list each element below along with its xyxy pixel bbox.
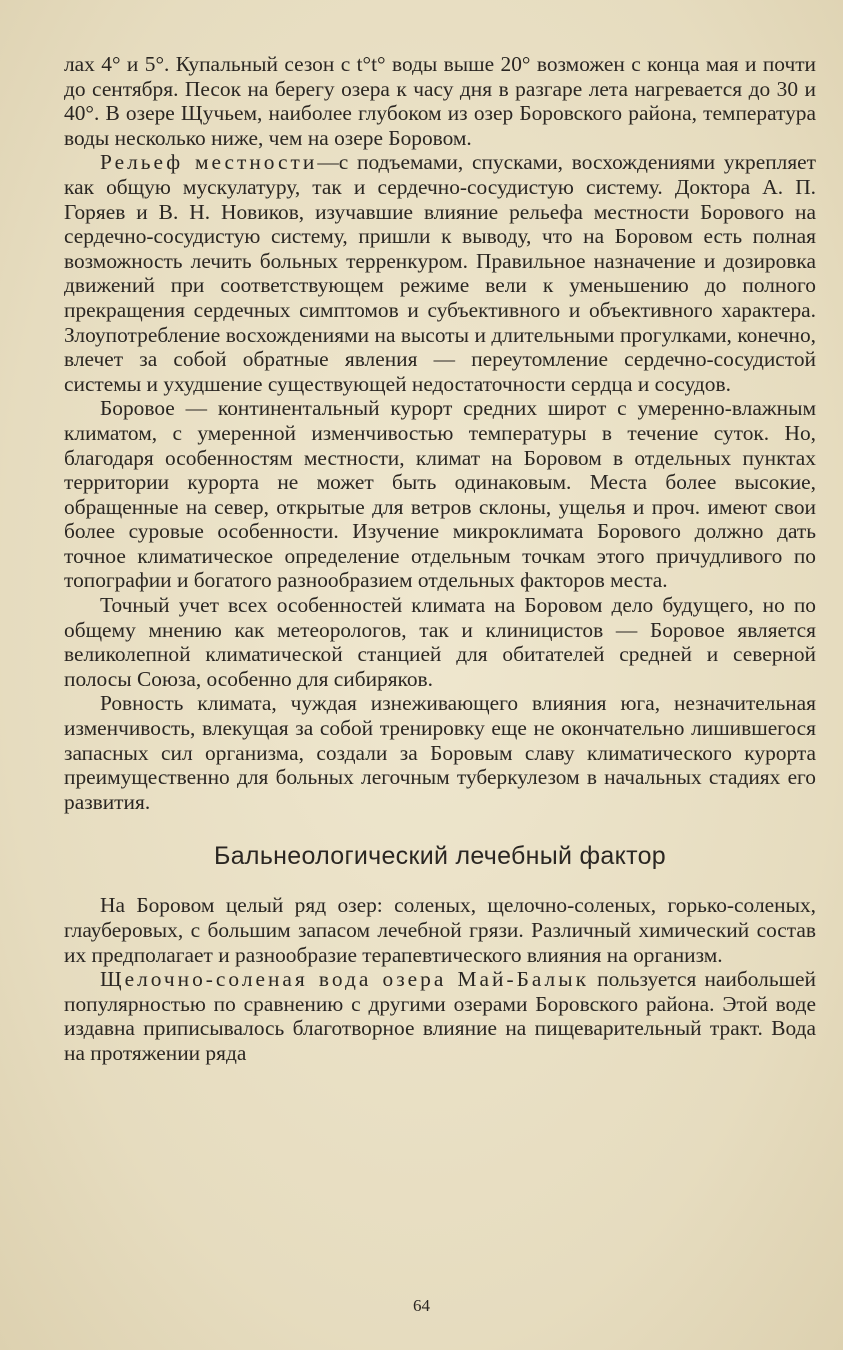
text-run: Точный учет всех особенностей климата на Боровом дело будущего, но по общему мнению как метеорологов, так и клиницистов — Боровое является великолепной климатической станцией для обитателей средней и северной полосы Союза, особенно для сибиряков. xyxy=(64,593,816,691)
text-block-top xyxy=(64,52,816,814)
paragraph xyxy=(64,691,816,814)
text-run: пользуется наибольшей популярностью по сравнению с другими озерами Боровского района. Этой воде издавна приписывалось благотворное влияние на пищеварительный тракт. Вода на протяжении ряда xyxy=(64,967,816,1065)
paragraph xyxy=(64,593,816,691)
paragraph xyxy=(64,396,816,593)
text-run: На Боровом целый ряд озер: соленых, щелочно-соленых, горько-соленых, глауберовых, с большим запасом лечебной грязи. Различный химический состав их предполагает и разнообразие терапевтического влияния на организм. xyxy=(64,893,816,967)
text-run: Ровность климата, чуждая изнеживающего влияния юга, незначительная изменчивость, влекущая за собой тренировку еще не окончательно лишившегося запасных сил организма, создали за Боровым славу климатического курорта преимущественно для больных легочным туберкулезом в начальных стадиях его развития. xyxy=(64,691,816,814)
text-run: лах 4° и 5°. Купальный сезон с t°t° воды выше 20° возможен с конца мая и почти до сентября. Песок на берегу озера к часу дня в разгаре лета нагревается до 30 и 40°. В озере Щучьем, наиболее глубоком из озер Боровского района, температура воды несколько ниже, чем на озере Боровом. xyxy=(64,52,816,150)
page-number: 64 xyxy=(413,1296,430,1315)
section-heading: Бальнеологический лечебный фактор xyxy=(214,842,666,871)
text-run: Боровое — континентальный курорт средних широт с умеренно-влажным климатом, с умеренной изменчивостью температуры в течение суток. Но, благодаря особенностям местности, климат на Боровом в отдельных пунктах территории курорта не может быть одинаковым. Места более высокие, обращенные на север, открытые для ветров склоны, ущелья и проч. имеют свои более суровые особенности. Изучение микроклимата Борового должно дать точное климатическое определение отдельным точкам этого причудливого по топографии и богатого разнообразием отдельных факторов места. xyxy=(64,396,816,593)
text-block-bottom xyxy=(64,893,816,1065)
spaced-term: Щелочно-соленая вода озера Май-Балык xyxy=(100,967,589,992)
paragraph xyxy=(64,967,816,1065)
spaced-term: Рельеф местности xyxy=(100,150,318,175)
paragraph xyxy=(64,893,816,967)
page-body xyxy=(64,52,816,1066)
text-run: —с подъемами, спусками, восхождениями укрепляет как общую мускулатуру, так и сердечно-сосудистую систему. Доктора А. П. Горяев и В. Н. Новиков, изучавшие влияние рельефа местности Борового на сердечно-сосудистую систему, пришли к выводу, что на Боровом есть полная возможность лечить больных терренкуром. Правильное назначение и дозировка движений при соответствующем режиме вели к уменьшению до полного прекращения сердечных симптомов и субъективного и объективного характера. Злоупотребление восхождениями на высоты и длительными прогулками, конечно, влечет за собой обратные явления — переутомление сердечно-сосудистой системы и ухудшение существующей недостаточности сердца и сосудов. xyxy=(64,150,816,396)
paragraph xyxy=(64,150,816,396)
paragraph xyxy=(64,52,816,150)
